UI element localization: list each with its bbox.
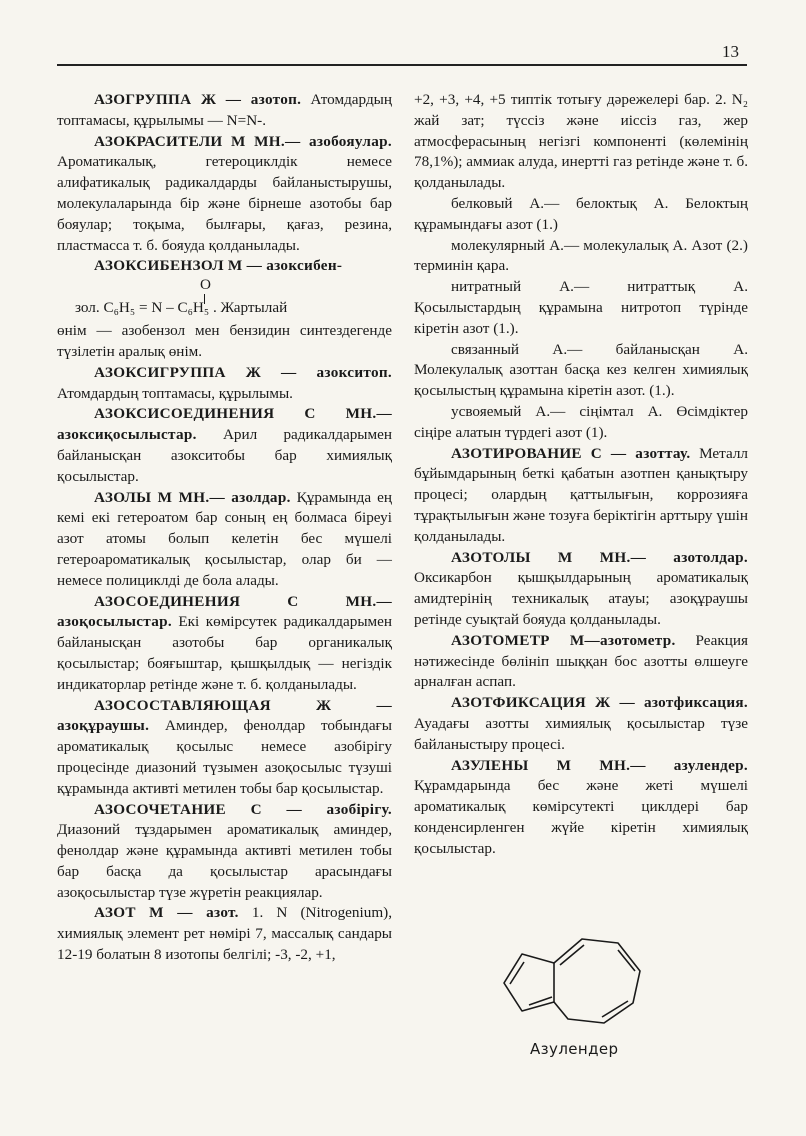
definition: белковый А.— белоктық А. Белоктың құрамындағы азот (1.) [414,194,748,233]
definition: өнім — азобензол мен бензидин синтездегенде түзілетін аралық өнім. [57,322,392,360]
entry-azoksisoedineniya [57,404,392,487]
definition: Құрамында ең кемі екі гетероатом бар соның ең болмаса біреуі азот атомы болып келетін бес мүшелі гетероароматикалық қосылыстар, олар би — немесе полициклді де бола алады. [57,488,393,589]
subentry-molekulyarnyi [414,236,748,278]
formula-line: зол. C₆H₅ = N – C₆H₅ . Жартылай [75,299,288,317]
definition: Атомдардың топтамасы, құрылымы. [57,384,293,402]
headword: АЗОТОЛЫ М МН.— азотолдар. [451,548,748,566]
right-column [414,90,748,859]
entry-azotfiksatsiya [414,693,748,755]
entry-azokrasiteli [57,132,392,257]
definition: +2, +3, +4, +5 типтік тотығу дәрежелері бар. 2. N₂ жай зат; түссіз және иіссіз газ, жер атмосферасының негізгі компоненті (көлемінің 78,1%); аммиак алуда, инертті газ ретінде және т. б. қолданылады. [414,91,749,192]
entry-azotoly [414,548,748,631]
entry-azogruppa [57,90,392,132]
headword: АЗОКСИСОЕДИНЕНИЯ С МН.— азоксиқосылыстар. [57,405,392,444]
seven-membered-ring [554,939,640,1023]
headword: АЗОТФИКСАЦИЯ Ж — азотфиксация. [451,694,748,712]
page-number: 13 [722,42,739,61]
definition: Арил радикалдарымен байланысқан азокситобы бар химиялық қосылыстар. [57,426,392,485]
headword: АЗОТИРОВАНИЕ С — азоттау. [451,444,691,462]
entry-azuleny [414,756,748,860]
headword: АЗОЛЫ М МН.— азолдар. [94,488,291,506]
headword: АЗОСОЧЕТАНИЕ С — азобірігу. [94,800,392,818]
double-bond-inner-1 [510,962,524,984]
left-column [57,90,392,966]
definition: 1. N (Nitrogenium), химиялық элемент рет нөмірі 7, массалық сандары 12-19 болатын 8 изотопы белгілі; -3, -2, +1, [57,904,392,964]
definition: Оксикарбон қышқылдарының ароматикалық амидтерінің техникалық атауы; азоқұраушы ретінде суықтай бояуда қолданылады. [414,569,748,628]
definition: Диазоний тұздарымен ароматикалық аминдер, фенолдар және құрамында активті метилен тобы бар басқа да қосылыстар арасындағы азоқосылыстар түзе жүретін реакциялар. [57,821,392,901]
entry-azosostavlyayushchaya [57,696,392,800]
formula-oxygen: O [200,276,211,294]
headword: АЗОТ М — азот. [94,904,239,922]
headword: АЗОСОСТАВЛЯЮЩАЯ Ж — азоқұраушы. [57,696,392,735]
header-rule [57,64,747,66]
definition: связанный А.— байланысқан А. Молекулалық азоттан басқа кез келген химиялық қосылыстың құрамына кіретін азот. (1.). [414,340,748,400]
headword: АЗОСОЕДИНЕНИЯ С МН.— азоқосылыстар. [57,592,392,631]
subentry-belkovyi [414,194,748,236]
subentry-usvoyaemyi [414,402,748,444]
headword: АЗОТОМЕТР М—азотометр. [451,631,676,649]
definition: молекулярный А.— молекулалық А. Азот (2.) терминін қара. [414,236,748,275]
azulene-structure-diagram [500,925,650,1033]
headword: АЗОГРУППА Ж — азотоп. [94,91,302,108]
definition: Металл бұйымдарының беткі қабатын азотпен қанықтыру процесі; олардың қаттылығын, коррозияға тұрақтылығын және тозуға беріктігін арттыру үшін қолданылады. [414,444,748,545]
entry-azoksibenzol-cont [57,321,392,363]
entry-azosoedineniya [57,592,392,696]
entry-azoksigruppa [57,363,392,405]
definition: Реакция нәтижесінде бөлініп шыққан бос азотты өлшеуге арналған аспап. [414,631,748,691]
definition: Екі көмірсутек радикалдарымен байланысқан азотобы бар органикалық қосылыстар; бояғыштар, қышқылдық — негіздік индикаторлар ретінде және т. б. қолданылады. [57,613,392,693]
subentry-svyazannyi [414,340,748,402]
figure-caption: Азулендер [530,1040,619,1058]
definition: Құрамдарында бес және жеті мүшелі ароматикалық көмірсутекті циклдері бар конденсирленген жүйе кіретін химиялық қосылыстар. [414,777,748,857]
headword: АЗУЛЕНЫ М МН.— азулендер. [451,756,748,774]
definition: Ароматикалық, гетероциклдік немесе алифатикалық радикалдарды байланыстырушы, молекулаларында бір және бірнеше азотобы бар бояулар; тоқыма, былғары, қағаз, резина, пластмасса т. б. бояуда қолданылады. [57,153,392,254]
entry-azosochetanie [57,800,392,904]
entry-azot-cont [414,90,748,194]
definition: Аминдер, фенолдар тобындағы ароматикалық қосылыс немесе азобірігу процесінде диазоний түзымен азоқосылыс түзуші құрамында активті метилен тобы бар қосылыстар. [57,717,392,797]
definition: Атомдардың топтамасы, құрылымы — N=N-. [57,91,392,129]
entry-azoly [57,488,392,592]
headword: АЗОКСИГРУППА Ж — азокситоп. [94,363,392,381]
definition: усвояемый А.— сіңімтал А. Өсімдіктер сіңіре алатын түрдегі азот (1). [414,402,748,441]
subentry-nitratnyi [414,277,748,339]
entry-azotometr [414,631,748,693]
definition: Ауадағы азотты химиялық қосылыстар түзе байланыстыру процесі. [414,714,748,753]
azoxybenzene-formula [57,277,392,321]
headword: АЗОКРАСИТЕЛИ М МН.— азобояулар. [94,132,392,150]
entry-azot [57,903,392,965]
entry-azotirovanie [414,444,748,548]
headword: АЗОКСИБЕНЗОЛ М — азоксибен- [94,257,343,275]
definition: нитратный А.— нитраттық А. Қосылыстардың құрамына нитротоп түрінде кіретін азот (1.). [414,278,748,337]
entry-azoksibenzol [57,256,392,277]
